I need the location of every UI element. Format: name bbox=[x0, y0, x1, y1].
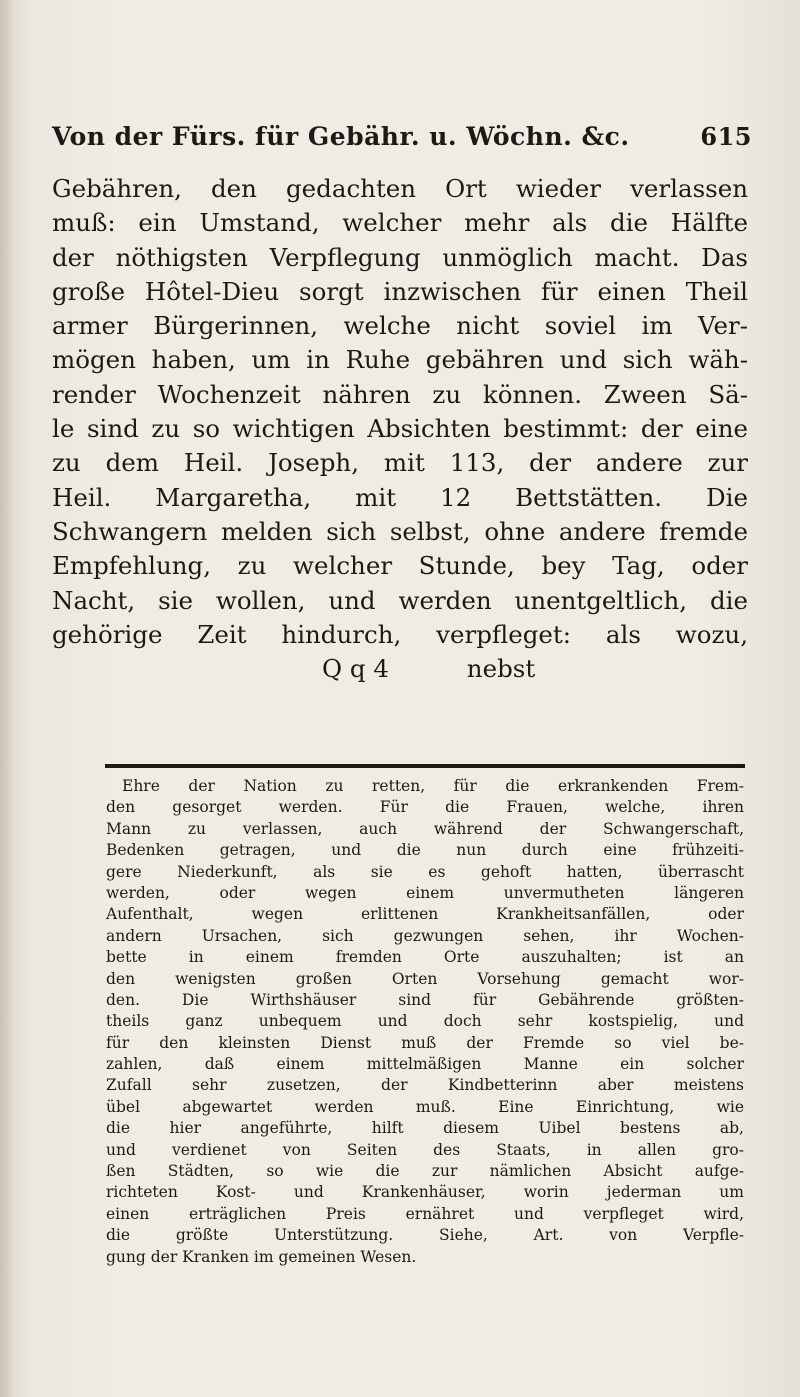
footnote-line: die hier angeführte, hilft diesem Uibel bestens ab, bbox=[106, 1119, 744, 1138]
text-line: Heil. Margaretha, mit 12 Bettstätten. Die bbox=[52, 482, 748, 512]
footnote-line: den. Die Wirthshäuser sind für Gebährende größten- bbox=[106, 990, 744, 1009]
text-line: render Wochenzeit nähren zu können. Zween Sä- bbox=[52, 379, 748, 409]
footnote-line: gere Niederkunft, als sie es gehoft hatten, überrascht bbox=[106, 862, 744, 881]
footnote-line: Ehre der Nation zu retten, für die erkrankenden Frem- bbox=[122, 777, 744, 795]
text-line: zu dem Heil. Joseph, mit 113, der andere zur bbox=[52, 448, 748, 478]
text-line: Gebähren, den gedachten Ort wieder verlassen bbox=[52, 174, 748, 203]
footnote-line: Mann zu verlassen, auch während der Schwangerschaft, bbox=[106, 819, 744, 838]
text-line: mögen haben, um in Ruhe gebähren und sich wäh- bbox=[52, 345, 748, 375]
text-line: Empfehlung, zu welcher Stunde, bey Tag, oder bbox=[52, 551, 748, 581]
footnote-line: werden, oder wegen einem unvermutheten längeren bbox=[106, 883, 744, 902]
footnote-line: andern Ursachen, sich gezwungen sehen, ihr Wochen- bbox=[106, 926, 744, 945]
text-line: gehörige Zeit hindurch, verpfleget: als wozu, bbox=[52, 619, 748, 649]
running-title: Von der Fürs. für Gebähr. u. Wöchn. &c. bbox=[52, 122, 630, 151]
page-number: 615 bbox=[700, 122, 752, 151]
footnote-line: theils ganz unbequem und doch sehr kostspielig, und bbox=[106, 1012, 744, 1031]
footnote-line: einen erträglichen Preis ernähret und verpfleget wird, bbox=[106, 1204, 744, 1223]
page-header bbox=[52, 122, 752, 151]
footnote-line: den gesorget werden. Für die Frauen, welche, ihren bbox=[106, 798, 744, 817]
footnote-line: für den kleinsten Dienst muß der Fremde so viel be- bbox=[106, 1033, 744, 1052]
footnote bbox=[106, 776, 744, 1268]
footnote-line: ßen Städten, so wie die zur nämlichen Absicht aufge- bbox=[106, 1162, 744, 1181]
footnote-separator bbox=[105, 764, 745, 768]
footnote-line: richteten Kost- und Krankenhäuser, worin jederman um bbox=[106, 1183, 744, 1202]
main-text bbox=[52, 172, 748, 686]
footnote-line: Zufall sehr zusetzen, der Kindbetterinn aber meistens bbox=[106, 1076, 744, 1095]
text-line: muß: ein Umstand, welcher mehr als die Hälfte bbox=[52, 208, 748, 238]
footnote-line: Aufenthalt, wegen erlittenen Krankheitsanfällen, oder bbox=[106, 905, 744, 924]
binding-shadow bbox=[0, 0, 14, 1397]
text-line: der nöthigsten Verpflegung unmöglich macht. Das bbox=[52, 242, 748, 272]
text-line: Nacht, sie wollen, und werden unentgeltlich, die bbox=[52, 585, 748, 615]
footnote-line: die größte Unterstützung. Siehe, Art. von Verpfle- bbox=[106, 1226, 744, 1245]
footnote-line: Bedenken getragen, und die nun durch eine frühzeiti- bbox=[106, 841, 744, 860]
footnote-line: gung der Kranken im gemeinen Wesen. bbox=[106, 1247, 417, 1266]
footnote-line: übel abgewartet werden muß. Eine Einrichtung, wie bbox=[106, 1097, 744, 1116]
footnote-line: zahlen, daß einem mittelmäßigen Manne ein solcher bbox=[106, 1055, 744, 1074]
footnote-line: bette in einem fremden Orte auszuhalten; ist an bbox=[106, 948, 744, 967]
text-line: le sind zu so wichtigen Absichten bestimmt: der eine bbox=[52, 414, 748, 444]
footnote-line: und verdienet von Seiten des Staats, in allen gro- bbox=[106, 1140, 744, 1159]
text-line: Schwangern melden sich selbst, ohne andere fremde bbox=[52, 516, 748, 546]
footnote-line: den wenigsten großen Orten Vorsehung gemacht wor- bbox=[106, 969, 744, 988]
text-line: armer Bürgerinnen, welche nicht soviel im Ver- bbox=[52, 311, 748, 341]
text-line: große Hôtel-Dieu sorgt inzwischen für einen Theil bbox=[52, 276, 748, 306]
catchword-line: Q q 4 nebst bbox=[322, 654, 536, 684]
